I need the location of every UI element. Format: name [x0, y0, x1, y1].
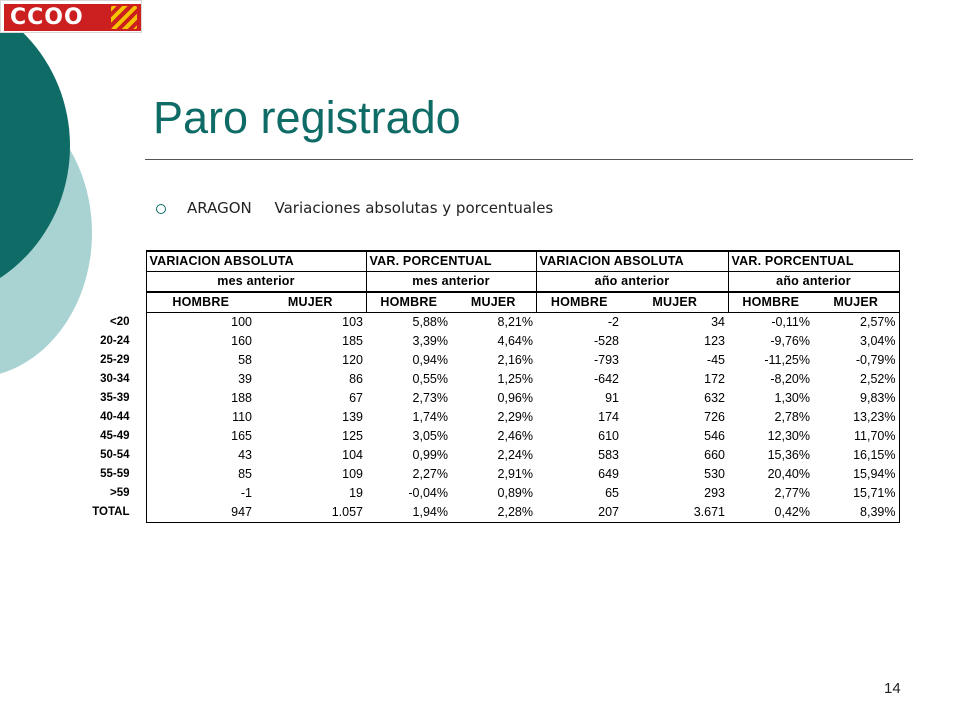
table-cell: -9,76% — [770, 334, 810, 348]
table-row — [72, 332, 899, 351]
table-row — [72, 389, 899, 408]
table-cell: 293 — [704, 486, 725, 500]
table-cell: 19 — [349, 486, 363, 500]
table-cell: -528 — [593, 334, 619, 348]
table-cell: 530 — [704, 467, 725, 481]
table-cell: -2 — [607, 315, 619, 329]
table-cell: 2,29% — [497, 410, 533, 424]
column-header: HOMBRE — [146, 292, 255, 313]
slide-title: Paro registrado — [153, 92, 461, 143]
row-label: 55-59 — [100, 468, 130, 480]
table-cell: 188 — [146, 389, 255, 408]
table-cell: -45 — [706, 353, 725, 367]
table-row — [72, 484, 899, 503]
table-cell: 0,96% — [497, 391, 533, 405]
row-label: 40-44 — [100, 411, 130, 423]
corner-cell — [72, 251, 146, 272]
row-label: 25-29 — [100, 354, 130, 366]
table-cell: 2,28% — [451, 503, 536, 523]
table-cell: -0,79% — [813, 351, 899, 370]
table-cell: 13,23% — [813, 408, 899, 427]
aragon-flag-icon — [111, 6, 137, 29]
table-cell: 91 — [605, 391, 619, 405]
column-header: MUJER — [255, 292, 366, 313]
table-cell: 1,25% — [497, 372, 533, 386]
table-cell: 1,74% — [412, 410, 448, 424]
table-cell: 174 — [598, 410, 619, 424]
page-number: 14 — [884, 680, 901, 697]
table-cell: 2,24% — [497, 448, 533, 462]
table-cell: 2,16% — [497, 353, 533, 367]
table-cell: 67 — [349, 391, 363, 405]
column-header: HOMBRE — [366, 292, 451, 313]
table-cell: 165 — [146, 427, 255, 446]
bullet-circle-icon — [156, 204, 166, 214]
period-header: mes anterior — [366, 272, 536, 293]
table-cell: 34 — [711, 315, 725, 329]
group-header-row — [72, 251, 899, 272]
table-cell: 0,42% — [728, 503, 813, 523]
table-cell: 43 — [146, 446, 255, 465]
table-cell: 65 — [605, 486, 619, 500]
table-cell: 125 — [342, 429, 363, 443]
table-cell: -11,25% — [764, 353, 810, 367]
table-cell: 649 — [598, 467, 619, 481]
table-cell: 2,73% — [412, 391, 448, 405]
table-cell: 2,27% — [412, 467, 448, 481]
table-cell: -0,11% — [771, 315, 810, 329]
table-cell: 8,39% — [813, 503, 899, 523]
corner-cell — [72, 292, 146, 313]
table-cell: 2,57% — [813, 313, 899, 333]
column-header: MUJER — [451, 292, 536, 313]
table-cell: 1.057 — [255, 503, 366, 523]
table-cell: 15,71% — [813, 484, 899, 503]
table-cell: 9,83% — [813, 389, 899, 408]
table-cell: 15,36% — [767, 448, 810, 462]
column-header: HOMBRE — [728, 292, 813, 313]
column-header: MUJER — [622, 292, 728, 313]
table-cell: 12,30% — [767, 429, 810, 443]
table-cell: 39 — [146, 370, 255, 389]
row-label: TOTAL — [92, 506, 130, 519]
group-header: VARIACION ABSOLUTA — [146, 251, 366, 272]
table-cell: 0,55% — [412, 372, 448, 386]
period-header: año anterior — [536, 272, 728, 293]
table-cell: 0,89% — [497, 486, 533, 500]
table-cell: 2,77% — [774, 486, 810, 500]
table-cell: 3.671 — [622, 503, 728, 523]
period-header-row — [72, 272, 899, 293]
table-cell: 103 — [342, 315, 363, 329]
table-cell: 15,94% — [813, 465, 899, 484]
table-cell: 11,70% — [813, 427, 899, 446]
table-cell: 583 — [598, 448, 619, 462]
row-label: 20-24 — [100, 335, 130, 347]
table-cell: 185 — [342, 334, 363, 348]
table-cell: 160 — [146, 332, 255, 351]
table-cell: 5,88% — [412, 315, 448, 329]
row-label: 50-54 — [100, 449, 130, 461]
table-cell: -793 — [593, 353, 619, 367]
table-cell: 139 — [342, 410, 363, 424]
table-cell: 16,15% — [813, 446, 899, 465]
table-row — [72, 446, 899, 465]
table-cell: 172 — [704, 372, 725, 386]
period-header: mes anterior — [146, 272, 366, 293]
subtitle-region: ARAGON — [187, 199, 252, 217]
table-cell: -8,20% — [770, 372, 810, 386]
table-cell: -642 — [593, 372, 619, 386]
table-row — [72, 313, 899, 333]
group-header: VARIACION ABSOLUTA — [536, 251, 728, 272]
table-cell: -0,04% — [408, 486, 448, 500]
table-cell: 20,40% — [767, 467, 810, 481]
table-cell: 85 — [146, 465, 255, 484]
table-cell: 104 — [342, 448, 363, 462]
table-cell: 86 — [349, 372, 363, 386]
column-header: HOMBRE — [536, 292, 622, 313]
logo-text: CCOO — [10, 5, 84, 30]
table-cell: 610 — [598, 429, 619, 443]
table-row — [72, 351, 899, 370]
title-divider — [145, 159, 913, 160]
table-cell: 8,21% — [497, 315, 533, 329]
row-label: >59 — [109, 487, 130, 499]
table-cell: 660 — [704, 448, 725, 462]
table-cell: 632 — [704, 391, 725, 405]
table-cell: 1,94% — [366, 503, 451, 523]
table-row — [72, 408, 899, 427]
table-row — [72, 370, 899, 389]
ccoo-logo — [0, 0, 142, 33]
subtitle-description: Variaciones absolutas y porcentuales — [274, 199, 554, 217]
table-cell: 109 — [342, 467, 363, 481]
group-header: VAR. PORCENTUAL — [366, 251, 536, 272]
table-cell: 2,91% — [497, 467, 533, 481]
table-cell: 3,04% — [813, 332, 899, 351]
table-cell: 120 — [342, 353, 363, 367]
table-cell: 0,99% — [412, 448, 448, 462]
table-cell: 947 — [146, 503, 255, 523]
table-cell: 3,39% — [412, 334, 448, 348]
row-label: 35-39 — [100, 392, 130, 404]
table-cell: -1 — [146, 484, 255, 503]
table-row — [72, 503, 899, 523]
row-label: 45-49 — [100, 430, 130, 442]
table-cell: 3,05% — [412, 429, 448, 443]
table-cell: 110 — [146, 408, 255, 427]
table-row — [72, 465, 899, 484]
row-label: 30-34 — [100, 373, 130, 385]
table-cell: 100 — [146, 313, 255, 333]
period-header: año anterior — [728, 272, 899, 293]
row-label: <20 — [109, 315, 130, 328]
table-cell: 4,64% — [497, 334, 533, 348]
table-cell: 207 — [536, 503, 622, 523]
group-header: VAR. PORCENTUAL — [728, 251, 899, 272]
table-cell: 726 — [704, 410, 725, 424]
table-cell: 2,52% — [813, 370, 899, 389]
table-cell: 1,30% — [774, 391, 810, 405]
subtitle — [187, 199, 553, 217]
table-cell: 2,46% — [497, 429, 533, 443]
table-cell: 58 — [146, 351, 255, 370]
table-row — [72, 427, 899, 446]
table-cell: 546 — [704, 429, 725, 443]
column-header: MUJER — [813, 292, 899, 313]
table-cell: 123 — [704, 334, 725, 348]
unemployment-table — [72, 250, 900, 523]
column-header-row — [72, 292, 899, 313]
table-cell: 2,78% — [774, 410, 810, 424]
table-cell: 0,94% — [412, 353, 448, 367]
corner-cell — [72, 272, 146, 293]
